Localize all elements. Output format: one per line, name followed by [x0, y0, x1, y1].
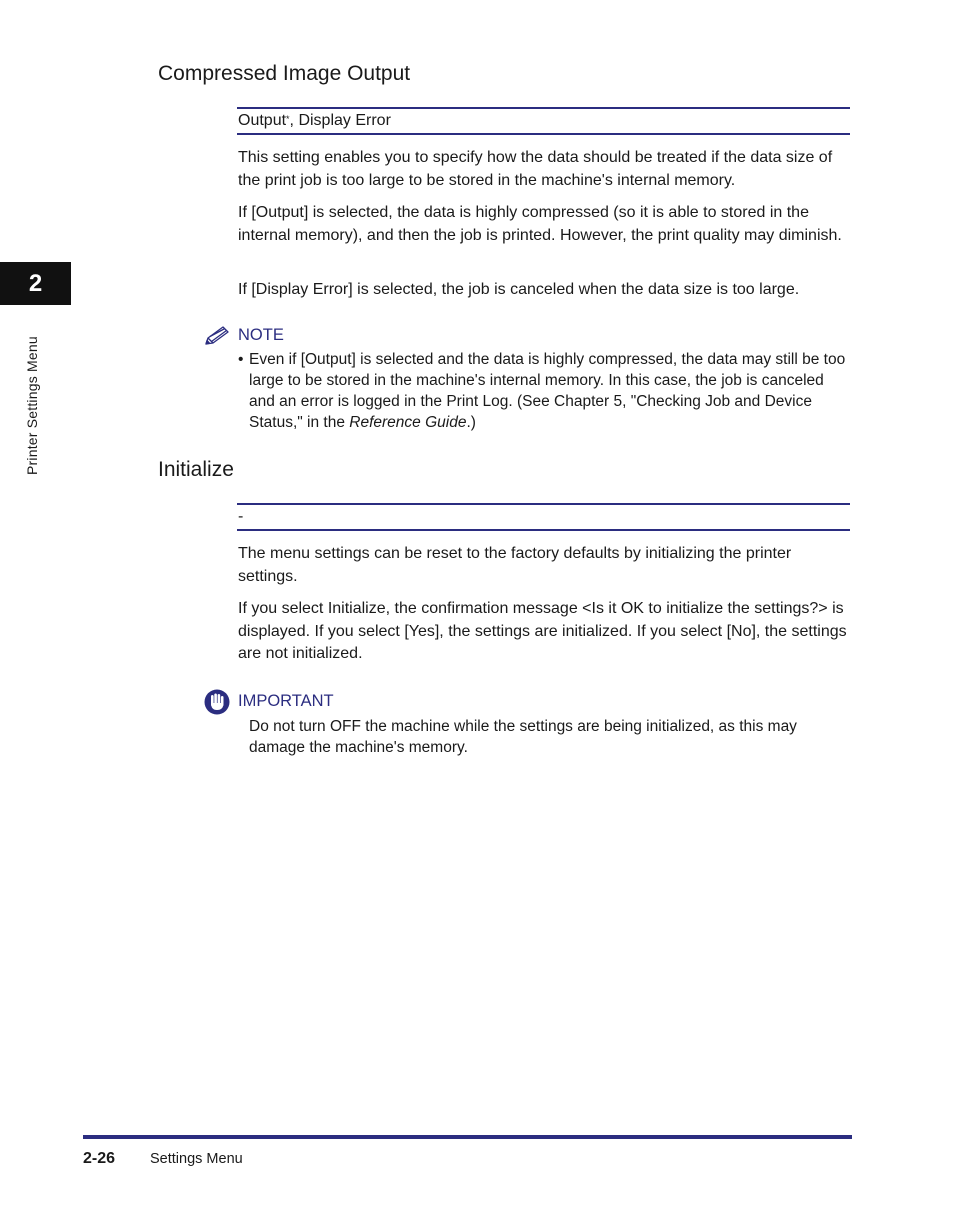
reference-guide-title: Reference Guide — [349, 414, 467, 431]
important-heading: IMPORTANT — [238, 692, 334, 710]
option-display-error: , Display Error — [289, 112, 391, 129]
default-marker: * — [286, 114, 290, 124]
page-number: 2-26 — [83, 1150, 116, 1167]
note-item — [238, 349, 852, 433]
hand-stop-icon — [203, 688, 231, 716]
settings-options-initialize — [237, 503, 850, 531]
important-text: Do not turn OFF the machine while the settings are being initialized, as this may damage the machine's memory. — [249, 718, 797, 756]
compressed-paragraph-2: If [Output] is selected, the data is highly compressed (so it is able to stored in the internal memory), and then the job is printed. However, the print quality may diminish. — [238, 204, 842, 244]
note-heading: NOTE — [238, 326, 284, 344]
note-text-a: Even if [Output] is selected and the data is highly compressed, the data may still be too large to be stored in the machine's internal memory. In this case, the job is canceled and an error is logged in the Print Log. (See Chapter 5, "Checking Job and Device Status," in the — [249, 351, 846, 431]
footer-title: Settings Menu — [150, 1151, 243, 1167]
chapter-number: 2 — [28, 269, 43, 297]
initialize-paragraph-2: If you select Initialize, the confirmation message <Is it OK to initialize the settings?> is displayed. If you select [Yes], the settings are initialized. If you select [No], the settings are not initialized. — [238, 600, 847, 662]
pencil-icon — [203, 325, 231, 347]
initialize-paragraph-1: The menu settings can be reset to the factory defaults by initializing the printer settings. — [238, 545, 792, 585]
note-text — [249, 349, 852, 433]
option-output: Output — [238, 112, 287, 129]
compressed-paragraph-1: This setting enables you to specify how the data should be treated if the data size of the print job is too large to be stored in the machine's internal memory. — [238, 149, 833, 189]
chapter-side-label: Printer Settings Menu — [24, 336, 40, 475]
section-title-initialize: Initialize — [158, 458, 234, 481]
important-item — [238, 716, 852, 758]
note-text-b: .) — [466, 414, 476, 431]
note-bullet: • — [238, 351, 244, 368]
section-title-compressed: Compressed Image Output — [158, 62, 411, 85]
chapter-tab — [0, 262, 71, 305]
footer-rule — [83, 1135, 852, 1139]
settings-options-compressed — [237, 107, 850, 135]
compressed-paragraph-3: If [Display Error] is selected, the job is canceled when the data size is too large. — [238, 281, 800, 298]
option-none: - — [238, 508, 244, 525]
